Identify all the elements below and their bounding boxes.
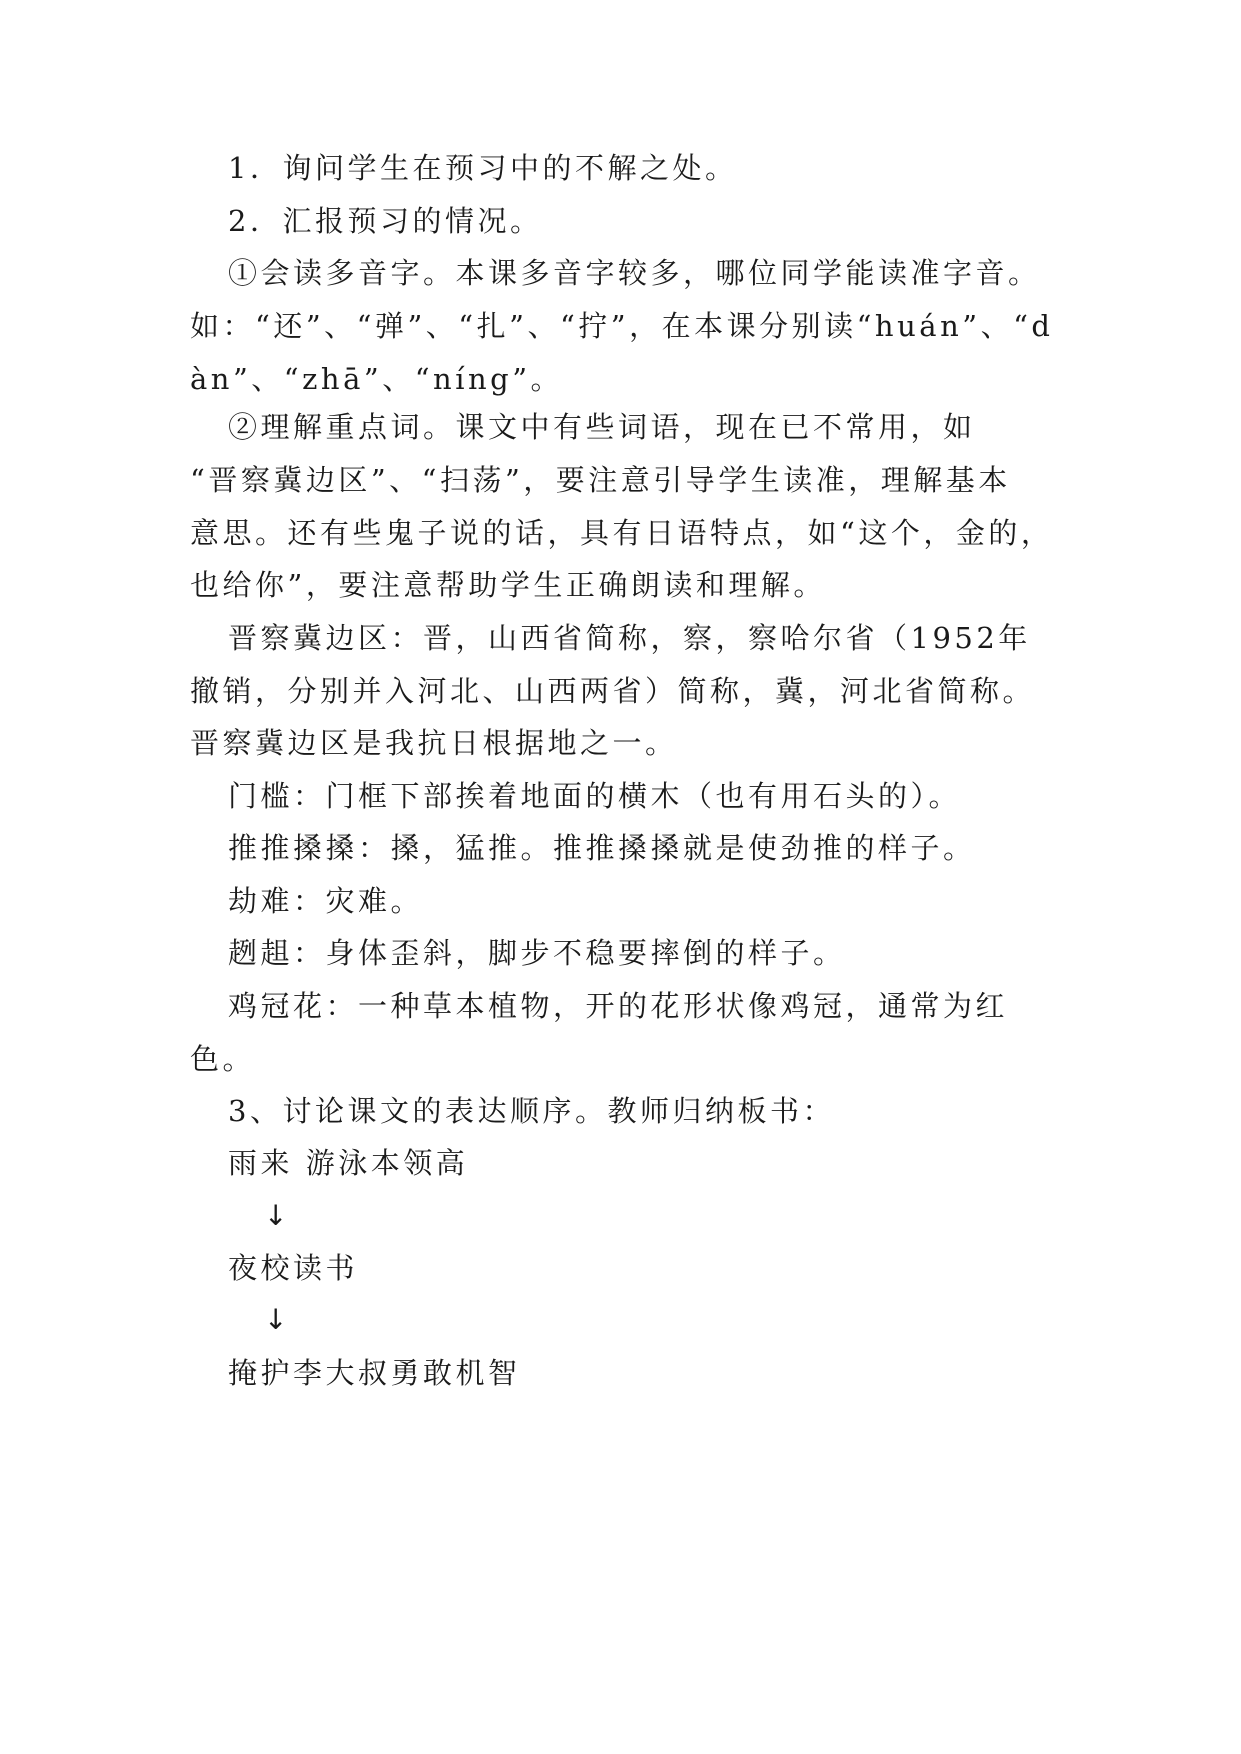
board-step-1: 雨来 游泳本领高 (228, 1146, 469, 1180)
down-arrow-icon: ↓ (264, 1303, 288, 1336)
gloss-jiguan-line-1: 鸡冠花：一种草本植物，开的花形状像鸡冠，通常为红 (228, 989, 1009, 1023)
board-step-2: 夜校读书 (228, 1251, 359, 1285)
board-step-3: 掩护李大叔勇敢机智 (228, 1356, 521, 1390)
item-3: 3、讨论课文的表达顺序。教师归纳板书： (228, 1094, 835, 1128)
keywords-line-3: 意思。还有些鬼子说的话，具有日语特点，如“这个，金的， (190, 516, 1054, 550)
down-arrow-icon: ↓ (264, 1199, 288, 1232)
gloss-jienan: 劫难：灾难。 (228, 884, 424, 918)
keywords-line-4: 也给你”，要注意帮助学生正确朗读和理解。 (190, 568, 826, 602)
item-1: 1．询问学生在预习中的不解之处。 (228, 151, 738, 185)
gloss-jiguan-line-2: 色。 (190, 1042, 256, 1076)
keywords-line-2: “晋察冀边区”、“扫荡”，要注意引导学生读准，理解基本 (190, 463, 1011, 497)
gloss-jincha-line-2: 撤销，分别并入河北、山西两省）简称，冀，河北省简称。 (190, 674, 1036, 708)
polyphone-line-3: àn”、“zhā”、“níng”。 (190, 362, 564, 396)
gloss-jincha-line-1: 晋察冀边区：晋，山西省简称，察，察哈尔省（1952年 (228, 621, 1031, 655)
gloss-tuitui: 推推搡搡：搡，猛推。推推搡搡就是使劲推的样子。 (228, 831, 976, 865)
polyphone-line-1: ①会读多音字。本课多音字较多，哪位同学能读准字音。 (228, 256, 1041, 290)
keywords-line-1: ②理解重点词。课文中有些词语，现在已不常用，如 (228, 410, 976, 444)
gloss-lieqie: 趔趄：身体歪斜，脚步不稳要摔倒的样子。 (228, 936, 846, 970)
polyphone-line-2: 如：“还”、“弹”、“扎”、“拧”，在本课分别读“huán”、“d (190, 309, 1054, 343)
gloss-jincha-line-3: 晋察冀边区是我抗日根据地之一。 (190, 726, 678, 760)
gloss-menkan: 门槛：门框下部挨着地面的横木（也有用石头的）。 (228, 779, 962, 813)
item-2: 2．汇报预习的情况。 (228, 204, 543, 238)
